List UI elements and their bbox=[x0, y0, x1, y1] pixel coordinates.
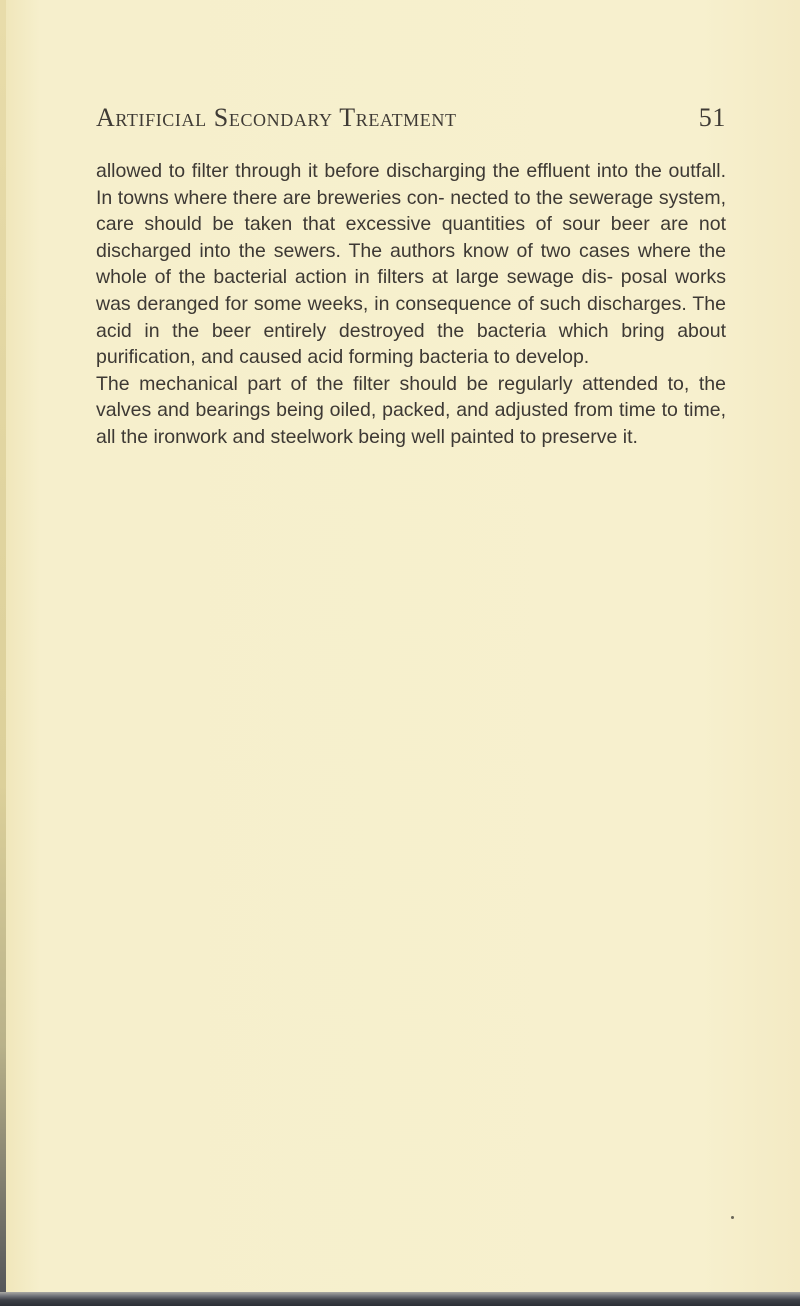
paragraph-1: allowed to filter through it before discharging the effluent into the outfall. In towns where there are breweries con- nected to the sewerage system, care should be taken that excessive quantities of sour beer are not discharged into the sewers. The authors know of two cases where the whole of the bacterial action in filters at large sewage dis- posal works was deranged for some weeks, in consequence of such discharges. The acid in the beer entirely destroyed the bacteria which bring about purification, and caused acid forming bacteria to develop. bbox=[96, 160, 726, 369]
body-text bbox=[96, 158, 726, 451]
paper-speck bbox=[731, 1216, 734, 1219]
page-number: 51 bbox=[698, 103, 726, 132]
paragraph-2: The mechanical part of the filter should be regularly attended to, the valves and bearings being oiled, packed, and adjusted from time to time, all the ironwork and steelwork being well painted to preserve it. bbox=[96, 372, 726, 448]
page-left-edge bbox=[0, 0, 6, 1306]
scan-bottom-edge bbox=[0, 1292, 800, 1306]
running-head bbox=[96, 103, 726, 137]
running-head-title: Artificial Secondary Treatment bbox=[96, 103, 457, 132]
